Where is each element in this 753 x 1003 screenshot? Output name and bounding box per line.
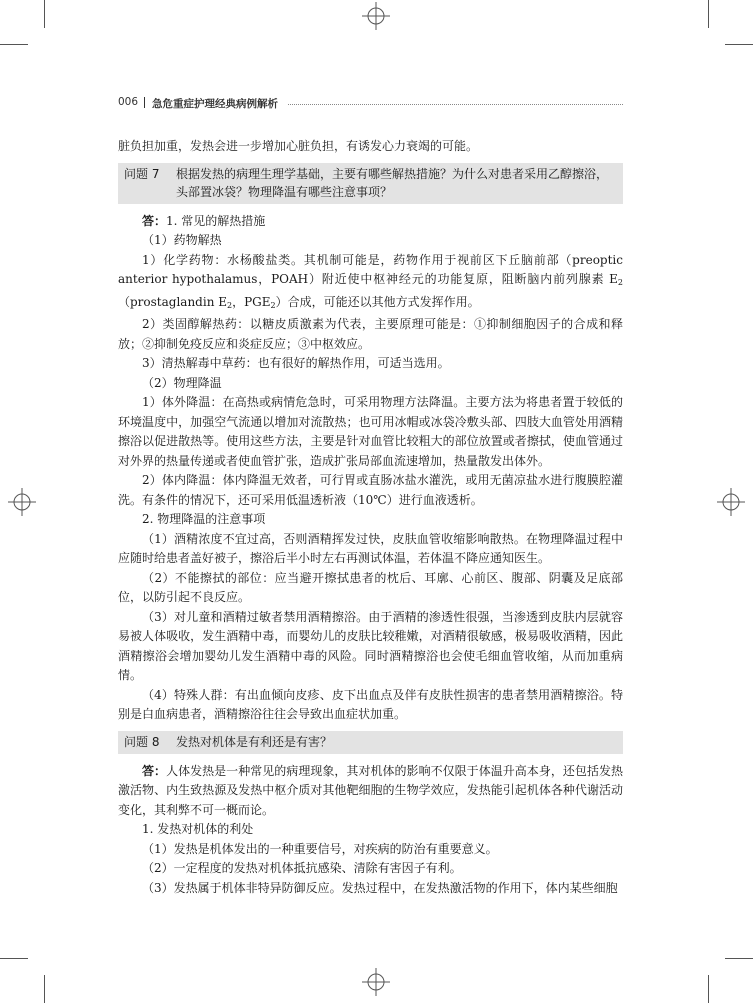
- crop-mark: [44, 0, 45, 28]
- book-title: 急危重症护理经典病例解析: [152, 98, 278, 110]
- registration-mark-icon: [717, 488, 745, 516]
- question-8-text: 发热对机体是有利还是有害？: [176, 734, 333, 749]
- paragraph: 1）体外降温：在高热或病情危急时，可采用物理方法降温。主要方法为将患者置于较低的环境温度中，加强空气流通以增加对流散热；也可用冰帽或冰袋冷敷头部、四肢大血管处用酒精擦浴以促进散热等。使用这些方法，主要是针对血管比较粗大的部位放置或者擦拭，使血管通过对外界的热量传递或者使血管扩张，造成扩张局部血流速增加，热量散发出体外。: [118, 395, 623, 468]
- crop-mark: [0, 44, 28, 45]
- question-8-box: [118, 731, 623, 754]
- section-heading: 2. 物理降温的注意事项: [142, 512, 266, 526]
- running-header: [118, 96, 623, 110]
- header-divider: [144, 97, 145, 108]
- section-heading: 1. 发热对机体的利处: [142, 822, 254, 836]
- crop-mark: [725, 958, 753, 959]
- paragraph: 2）类固醇解热药：以糖皮质激素为代表，主要原理可能是：①抑制细胞因子的合成和释放；②抑制免疫反应和炎症反应；③中枢效应。: [118, 317, 623, 351]
- crop-mark: [708, 0, 709, 28]
- subheading: （2）物理降温: [142, 375, 222, 390]
- question-7-label: 问题 7: [124, 166, 160, 181]
- crop-mark: [44, 975, 45, 1003]
- paragraph: 2）体内降温：体内降温无效者，可行胃或直肠冰盐水灌洗，或用无菌凉盐水进行腹膜腔灌洗。有条件的情况下，还可采用低温透析液（10℃）进行血液透析。: [118, 473, 623, 507]
- answer-label: 答：: [142, 763, 167, 778]
- paragraph: （3）对儿童和酒精过敏者禁用酒精擦浴。由于酒精的渗透性很强，当渗透到皮肤内层就容易被人体吸收，发生酒精中毒，而婴幼儿的皮肤比较稚嫩，对酒精很敏感，极易吸收酒精，因此酒精擦浴会增加婴幼儿发生酒精中毒的风险。同时酒精擦浴也会使毛细血管收缩，从而加重病情。: [118, 609, 623, 682]
- registration-mark-icon: [8, 488, 36, 516]
- paragraph: 1）化学药物：水杨酸盐类。其机制可能是，药物作用于视前区下丘脑前部（preoptic anterior hypothalamus，POAH）附近使中枢神经元的功能复原，阻断脑内前列腺素 $E_2(prostaglandin$ $E_2$，$PGE_2$）合成，可能还以其他方式发挥作用。: [118, 252, 623, 310]
- answer-7-heading: [118, 212, 623, 232]
- question-7-line2: 头部置冰袋？物理降温有哪些注意事项？: [176, 184, 393, 199]
- question-7-box: [118, 163, 623, 204]
- intro-paragraph: 脏负担加重，发热会进一步增加心脏负担，有诱发心力衰竭的可能。: [118, 139, 479, 153]
- paragraph: 3）清热解毒中草药：也有很好的解热作用，可适当选用。: [142, 356, 450, 370]
- answer-label: 答：: [142, 213, 167, 228]
- registration-mark-icon: [362, 968, 390, 996]
- paragraph: （2）不能擦拭的部位：应当避开擦拭患者的枕后、耳廓、心前区、腹部、阴囊及足底部位，以防引起不良反应。: [118, 570, 623, 604]
- header-dotted-rule: [288, 104, 623, 105]
- registration-mark-icon: [362, 2, 390, 30]
- section-heading: 1. 常见的解热措施: [166, 213, 266, 228]
- subheading: （1）药物解热: [142, 233, 222, 247]
- question-8-label: 问题 8: [124, 734, 160, 749]
- crop-mark: [708, 975, 709, 1003]
- list-item: （2）一定程度的发热对机体抵抗感染、清除有害因子有利。: [142, 861, 462, 875]
- page-number: 006: [118, 96, 139, 108]
- paragraph: （4）特殊人群：有出血倾向皮疹、皮下出血点及伴有皮肤性损害的患者禁用酒精擦浴。特别是白血病患者，酒精擦浴往往会导致出血症状加重。: [118, 687, 623, 721]
- question-7-line1: 根据发热的病理生理学基础，主要有哪些解热措施？为什么对患者采用乙醇擦浴，: [176, 166, 609, 181]
- list-item: （3）发热属于机体非特异防御反应。发热过程中，在发热激活物的作用下，体内某些细胞: [142, 880, 618, 895]
- paragraph: 答：人体发热是一种常见的病理现象，其对机体的影响不仅限于体温升高本身，还包括发热激活物、内生致热源及发热中枢介质对其他靶细胞的生物学效应，发热能引起机体各种代谢活动变化，其利弊不可一概而论。: [118, 763, 623, 817]
- list-item: （1）发热是机体发出的一种重要信号，对疾病的防治有重要意义。: [142, 841, 498, 856]
- page-body: [118, 137, 623, 898]
- paragraph: （1）酒精浓度不宜过高，否则酒精挥发过快，皮肤血管收缩影响散热。在物理降温过程中应随时给患者盖好被子，擦浴后半小时左右再测试体温，若体温不降应通知医生。: [118, 531, 623, 565]
- crop-mark: [725, 44, 753, 45]
- crop-mark: [0, 958, 28, 959]
